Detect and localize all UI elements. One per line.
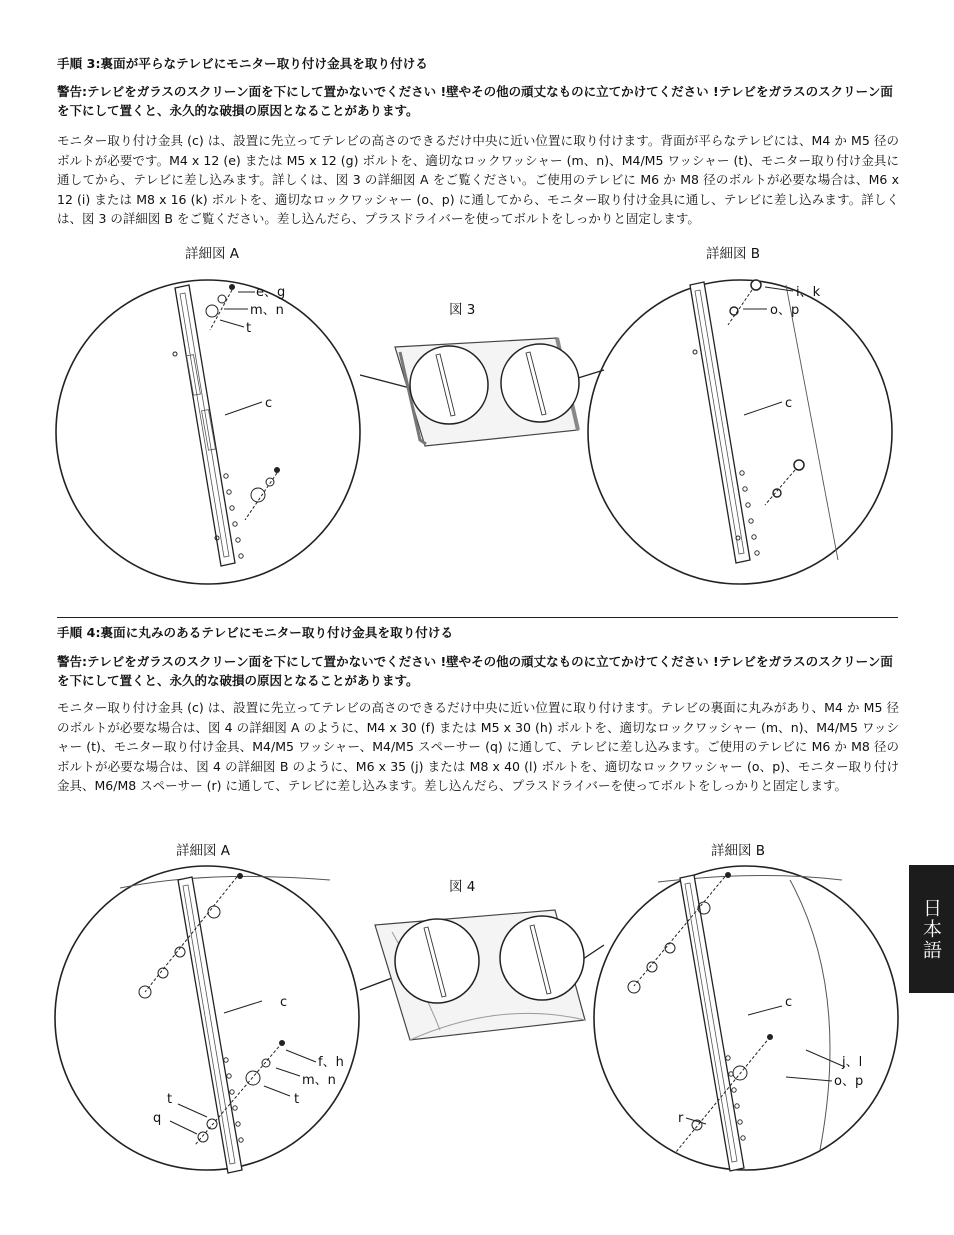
- step3-warning: 警告:テレビをガラスのスクリーン面を下にして置かないでください !壁やその他の頑丈なものに立てかけてください !テレビをガラスのスクリーン面を下にして置くと、永久的な破損の原因となることがあります。: [57, 84, 893, 118]
- fig4-a-label-c: c: [280, 995, 288, 1010]
- fig3-detail-a-title: 詳細図 A: [185, 246, 240, 262]
- fig4-detail-a-title: 詳細図 A: [176, 843, 231, 859]
- fig3-label: 図 3: [449, 302, 476, 318]
- fig3-a-label-eg: e、g: [256, 285, 286, 300]
- fig4-b-label-c: c: [785, 995, 793, 1010]
- figure-3: [0, 240, 954, 600]
- fig4-a-label-q: q: [153, 1111, 162, 1126]
- fig4-label: 図 4: [449, 879, 476, 895]
- fig3-a-label-t: t: [246, 321, 252, 336]
- fig4-a-label-t-left: t: [167, 1092, 173, 1107]
- fig3-detail-a-bracket: [175, 285, 243, 566]
- fig3-detail-b-bracket: [690, 282, 759, 563]
- step4-warning: 警告:テレビをガラスのスクリーン面を下にして置かないでください !壁やその他の頑丈なものに立てかけてください !テレビをガラスのスクリーン面を下にして置くと、永久的な破損の原因となることがあります。: [57, 654, 893, 688]
- fig3-b-label-op: o、p: [770, 303, 800, 318]
- fig3-a-label-c: c: [265, 396, 273, 411]
- step3-body: モニター取り付け金具 (c) は、設置に先立ってテレビの高さのできるだけ中央に近い位置に取り付けます。背面が平らなテレビには、M4 か M5 径のボルトが必要です。M4 x 12 (e) または M5 x 12 (g) ボルトを、適切なロックワッシャー (m、n)、M4/M5 ワッシャー (t)、モニター取り付け金具に通してから、テレビに差し込みます。詳しくは、図 3 の詳細図 A をご覧ください。ご使用のテレビに M6 か M8 径のボルトが必要な場合は、M6 x 12 (i) または M8 x 16 (k) ボルトを、適切なロックワッシャー (o、p) に通してから、モニター取り付け金具に通し、テレビに差し込みます。詳しくは、図 3 の詳細図 B をご覧ください。差し込んだら、プラスドライバーを使ってボルトをしっかりと固定します。: [57, 133, 899, 227]
- section-divider: [57, 617, 898, 618]
- step3-heading: 手順 3:裏面が平らなテレビにモニター取り付け金具を取り付ける: [57, 56, 428, 71]
- fig4-b-label-op: o、p: [834, 1074, 864, 1089]
- fig3-b-label-ik: i、k: [796, 285, 821, 300]
- fig4-a-label-fh: f、h: [318, 1055, 344, 1070]
- language-tab-label: 日本語: [920, 897, 942, 961]
- fig3-tv-circle-b: [501, 344, 579, 422]
- language-tab[interactable]: [909, 865, 954, 993]
- fig4-detail-b-circle: [594, 866, 898, 1170]
- fig4-b-label-jl: j、l: [842, 1055, 863, 1070]
- fig4-a-label-mn: m、n: [302, 1073, 336, 1088]
- fig4-detail-b-hardware: [628, 872, 845, 1152]
- step4-body: モニター取り付け金具 (c) は、設置に先立ってテレビの高さのできるだけ中央に近い位置に取り付けます。テレビの裏面に丸みがあり、M4 か M5 径のボルトが必要な場合は、図 4 の詳細図 A のように、M4 x 30 (f) または M5 x 30 (h) ボルトを、適切なロックワッシャー (m、n)、M4/M5 ワッシャー (t)、モニター取り付け金具、M4/M5 ワッシャー、M4/M5 スペーサー (q) に通して、テレビに差し込みます。ご使用のテレビに M6 か M8 径のボルトが必要な場合は、図 4 の詳細図 B のように、M6 x 35 (j) または M8 x 40 (l) ボルトを、適切なロックワッシャー (o、p)、モニター取り付け金具、M6/M8 スペーサー (r) に通して、テレビに差し込みます。差し込んだら、プラスドライバーを使ってボルトをしっかりと固定します。: [57, 700, 899, 794]
- figure-4: [0, 838, 954, 1235]
- fig4-b-label-r: r: [678, 1111, 684, 1126]
- fig4-a-label-t-right: t: [294, 1092, 300, 1107]
- fig3-b-label-c: c: [785, 396, 793, 411]
- fig3-a-label-mn: m、n: [250, 303, 284, 318]
- step4-heading: 手順 4:裏面に丸みのあるテレビにモニター取り付け金具を取り付ける: [57, 625, 454, 640]
- fig3-detail-b-title: 詳細図 B: [706, 246, 761, 262]
- fig3-tv-circle-a: [410, 346, 488, 424]
- fig4-detail-b-title: 詳細図 B: [711, 843, 766, 859]
